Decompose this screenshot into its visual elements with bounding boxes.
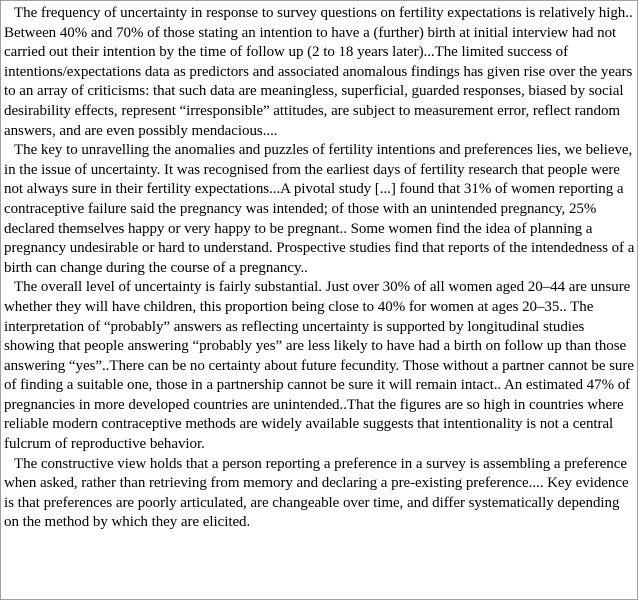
paragraph-uncertainty-frequency: The frequency of uncertainty in response to survey questions on fertility expectations is relatively high.. Between 40% and 70% of those stating an intention to have a (further) birth at initial interview had not carried out their intention by the time of follow up (2 to 18 years later)...The limited success of intentions/expectations data as predictors and associated anomalous findings has given rise over the years to an array of criticisms: that such data are meaningless, superficial, guarded responses, biased by social desirability effects, represent “irresponsible” attitudes, are subject to measurement error, reflect random answers, and are even possibly mendacious....	[4, 5, 633, 139]
paragraph-constructive-view: The constructive view holds that a person reporting a preference in a survey is assembling a preference when asked, rather than retrieving from memory and declaring a pre-existing preference.... Key evidence is that preferences are poorly articulated, are changeable over time, and differ systematically depending on the method by which they are elicited.	[4, 455, 629, 531]
paragraph-key-to-unravelling: The key to unravelling the anomalies and puzzles of fertility intentions and preferences lies, we believe, in the issue of uncertainty. It was recognised from the earliest days of fertility research that people were not always sure in their fertility expectations...A pivotal study [...] found that 31% of women reporting a contraceptive failure said the pregnancy was intended; of those with an unintended pregnancy, 25% declared themselves happy or very happy to be pregnant.. Some women find the idea of planning a pregnancy undesirable or hard to understand. Prospective studies find that reports of the intendedness of a birth can change during the course of a pregnancy..	[4, 142, 635, 276]
paragraph-overall-level: The overall level of uncertainty is fairly substantial. Just over 30% of all women aged 20–44 are unsure whether they will have children, this proportion being close to 40% for women at ages 20–35.. The interpretation of “probably” answers as reflecting uncertainty is supported by longitudinal studies showing that people answering “probably yes” are less likely to have had a birth on follow up than those answering “yes”..There can be no certainty about future fecundity. Those without a partner cannot be sure of finding a suitable one, those in a partnership cannot be sure it will remain intact.. An estimated 47% of pregnancies in more developed countries are unintended..That the figures are so high in countries where reliable modern contraceptive methods are widely available suggests that intentionality is not a central fulcrum of reproductive behavior.	[4, 279, 634, 453]
